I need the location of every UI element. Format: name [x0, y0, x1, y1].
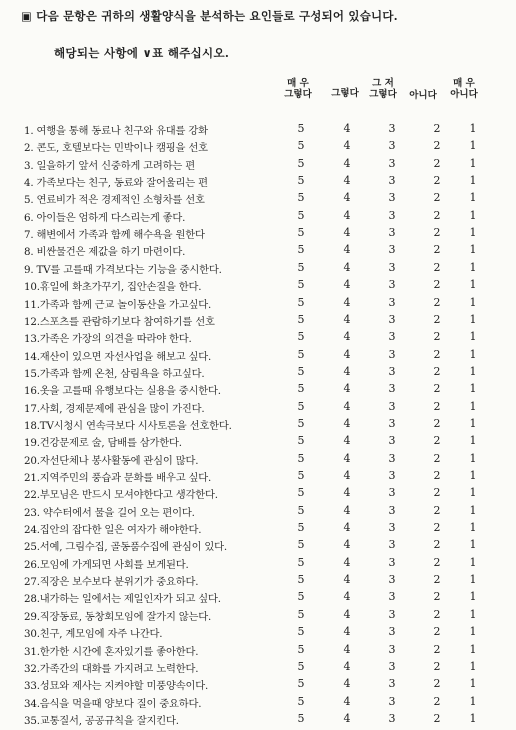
survey-item: [0, 347, 516, 366]
scale-option[interactable]: 3: [388, 607, 396, 621]
scale-option[interactable]: 5: [297, 226, 305, 240]
scale-option[interactable]: 4: [343, 295, 351, 309]
scale-option[interactable]: 2: [433, 451, 441, 465]
scale-option[interactable]: 5: [297, 416, 305, 430]
scale-option[interactable]: 4: [343, 573, 351, 587]
scale-option[interactable]: 1: [469, 382, 477, 396]
scale-option[interactable]: 5: [297, 486, 305, 500]
scale-option[interactable]: 2: [433, 711, 441, 725]
scale-option[interactable]: 4: [343, 503, 351, 517]
survey-item: [0, 451, 516, 470]
survey-item: [0, 607, 516, 626]
scale-option[interactable]: 5: [297, 382, 305, 396]
scale-option[interactable]: 3: [388, 399, 396, 413]
scale-option[interactable]: 3: [388, 434, 396, 448]
survey-item: [0, 295, 516, 314]
item-text: 11.가족과 함께 근교 놀이동산을 가고싶다.: [24, 298, 212, 311]
item-text: 23. 약수터에서 물을 길어 오는 편이다.: [24, 506, 195, 519]
scale-option[interactable]: 4: [343, 382, 351, 396]
scale-option[interactable]: 2: [433, 469, 441, 482]
item-text: 18.TV시청시 연속극보다 시사토론을 선호한다.: [24, 419, 232, 432]
scale-option[interactable]: 5: [297, 625, 305, 639]
scale-option[interactable]: 3: [388, 538, 396, 552]
scale-option[interactable]: 3: [388, 694, 396, 708]
survey-item: [0, 156, 516, 175]
survey-item: [0, 242, 516, 261]
scale-option[interactable]: 3: [388, 625, 396, 639]
scale-option[interactable]: 4: [343, 278, 351, 292]
scale-option[interactable]: 3: [388, 139, 396, 153]
scale-option[interactable]: 2: [433, 156, 441, 170]
survey-item: [0, 555, 516, 574]
item-text: 30.친구, 계모임에 자주 나간다.: [24, 628, 163, 641]
scale-option[interactable]: 2: [433, 139, 441, 153]
item-text: 35.교통질서, 공공규칙을 잘지킨다.: [24, 714, 179, 727]
scale-option[interactable]: 1: [469, 208, 477, 222]
item-text: 10.휴일에 화초가꾸기, 집안손질을 한다.: [24, 281, 202, 294]
survey-item: [0, 416, 516, 435]
scale-option[interactable]: 1: [469, 521, 477, 535]
scale-option[interactable]: 4: [343, 174, 351, 188]
scale-option[interactable]: 2: [433, 555, 441, 569]
scale-option[interactable]: 3: [388, 260, 396, 274]
scale-option[interactable]: 1: [469, 260, 477, 274]
scale-option[interactable]: 5: [297, 642, 305, 656]
scale-option[interactable]: 5: [297, 503, 305, 517]
scale-option[interactable]: 3: [388, 642, 396, 656]
item-text: 17.사회, 경제문제에 관심을 많이 가진다.: [24, 402, 205, 415]
scale-option[interactable]: 2: [433, 607, 441, 621]
scale-option[interactable]: 1: [469, 174, 477, 188]
item-text: 20.자선단체나 봉사활동에 관심이 많다.: [24, 454, 199, 467]
survey-item: [0, 694, 516, 713]
item-text: 32.가족간의 대화를 가지려고 노력한다.: [24, 662, 199, 675]
scale-option[interactable]: 5: [297, 278, 305, 292]
scale-option[interactable]: 3: [388, 521, 396, 535]
scale-option[interactable]: 3: [388, 208, 396, 222]
survey-item: [0, 312, 516, 331]
item-text: 28.내가하는 일에서는 제일인자가 되고 싶다.: [24, 593, 221, 606]
scale-option[interactable]: 3: [388, 416, 396, 430]
instruction-line-2: 해당되는 사항에 ∨표 해주십시오.: [54, 46, 230, 60]
scale-option[interactable]: 1: [469, 156, 477, 170]
survey-item: [0, 659, 516, 678]
scale-option[interactable]: 2: [433, 312, 441, 326]
item-text: 13.가족은 가장의 의견을 따라야 한다.: [24, 333, 192, 346]
scale-option[interactable]: 3: [388, 451, 396, 465]
scale-option[interactable]: 3: [388, 174, 396, 188]
scale-option[interactable]: 4: [343, 486, 351, 500]
scale-option[interactable]: 3: [388, 677, 396, 691]
scale-option[interactable]: 4: [343, 364, 351, 378]
survey-item: [0, 485, 516, 504]
scale-option[interactable]: 4: [343, 416, 351, 430]
scale-option[interactable]: 1: [469, 399, 477, 413]
survey-item: [0, 364, 516, 383]
scale-option[interactable]: 1: [469, 295, 477, 309]
scale-option[interactable]: 2: [433, 278, 441, 292]
scale-option[interactable]: 5: [297, 711, 305, 725]
survey-item: [0, 433, 516, 452]
survey-item: [0, 399, 516, 418]
scale-option[interactable]: 1: [469, 694, 477, 708]
scale-option[interactable]: 1: [469, 625, 477, 639]
scale-option[interactable]: 2: [433, 226, 441, 240]
scale-option[interactable]: 1: [469, 226, 477, 240]
scale-option[interactable]: 4: [343, 312, 351, 326]
survey-item: [0, 520, 516, 539]
survey-item: [0, 208, 516, 227]
scale-option[interactable]: 3: [388, 382, 396, 396]
item-text: 33.성묘와 제사는 지켜야할 미풍양속이다.: [24, 680, 209, 693]
scale-option[interactable]: 3: [388, 711, 396, 725]
survey-item: [0, 624, 516, 643]
scale-option[interactable]: 1: [469, 139, 477, 153]
item-text: 5. 연료비가 적은 경제적인 소형차를 선호: [24, 194, 205, 207]
scale-option[interactable]: 5: [297, 347, 305, 361]
scale-option[interactable]: 3: [388, 330, 396, 344]
scale-option[interactable]: 4: [343, 555, 351, 569]
scale-option[interactable]: 2: [433, 573, 441, 587]
header-strongly-disagree: 매 우 아니다: [450, 78, 478, 100]
survey-item: [0, 225, 516, 244]
scale-option[interactable]: 4: [343, 711, 351, 725]
scale-option[interactable]: 1: [469, 677, 477, 691]
scale-option[interactable]: 4: [343, 156, 351, 170]
scale-option[interactable]: 2: [433, 122, 441, 135]
scale-option[interactable]: 3: [388, 295, 396, 309]
scale-option[interactable]: 3: [388, 364, 396, 378]
item-text: 29.직장동료, 동창회모임에 잘가지 않는다.: [24, 610, 212, 623]
scale-option[interactable]: 3: [388, 503, 396, 517]
survey-item: [0, 138, 516, 157]
scale-option[interactable]: 2: [433, 486, 441, 500]
item-text: 14.재산이 있으면 자선사업을 해보고 싶다.: [24, 350, 212, 363]
scale-option[interactable]: 5: [297, 521, 305, 535]
scale-option[interactable]: 2: [433, 521, 441, 535]
scale-option[interactable]: 5: [297, 139, 305, 153]
scale-option[interactable]: 2: [433, 364, 441, 378]
scale-option[interactable]: 4: [343, 208, 351, 222]
scale-option[interactable]: 2: [433, 625, 441, 639]
scale-option[interactable]: 5: [297, 122, 305, 135]
scale-option[interactable]: 2: [433, 174, 441, 188]
scale-option[interactable]: 5: [297, 260, 305, 274]
scale-option[interactable]: 1: [469, 503, 477, 517]
scale-option[interactable]: 2: [433, 330, 441, 344]
scale-option[interactable]: 5: [297, 573, 305, 587]
item-text: 4. 가족보다는 친구, 동료와 잘어울리는 편: [24, 177, 208, 190]
item-text: 1. 여행을 통해 동료나 친구와 유대를 강화: [24, 125, 208, 137]
item-text: 3. 일을하기 앞서 신중하게 고려하는 편: [24, 159, 195, 172]
item-text: 27.직장은 보수보다 분위기가 중요하다.: [24, 576, 199, 589]
scale-option[interactable]: 3: [388, 486, 396, 500]
scale-option[interactable]: 4: [343, 347, 351, 361]
survey-item: [0, 190, 516, 209]
scale-option[interactable]: 1: [469, 590, 477, 604]
item-text: 15.가족과 함께 온천, 삼림욕을 하고싶다.: [24, 367, 205, 380]
scale-option[interactable]: 5: [297, 312, 305, 326]
scale-option[interactable]: 5: [297, 607, 305, 621]
item-text: 2. 콘도, 호텔보다는 민박이나 캠핑을 선호: [24, 142, 208, 155]
scale-option[interactable]: 2: [433, 642, 441, 656]
scale-option[interactable]: 1: [469, 312, 477, 326]
survey-item: [0, 589, 516, 608]
scale-option[interactable]: 5: [297, 590, 305, 604]
header-agree: 그렇다: [331, 88, 359, 99]
scale-option[interactable]: 2: [433, 503, 441, 517]
scale-option[interactable]: 4: [343, 260, 351, 274]
item-text: 31.한가한 시간에 혼자있기를 좋아한다.: [24, 645, 199, 658]
scale-option[interactable]: 3: [388, 659, 396, 673]
scale-option[interactable]: 1: [469, 434, 477, 448]
scale-option[interactable]: 1: [469, 451, 477, 465]
scale-option[interactable]: 2: [433, 260, 441, 274]
scale-option[interactable]: 3: [388, 156, 396, 170]
scale-option[interactable]: 1: [469, 364, 477, 378]
item-text: 6. 아이들은 엄하게 다스리는게 좋다.: [24, 211, 186, 224]
survey-item: [0, 676, 516, 695]
scale-option[interactable]: 4: [343, 625, 351, 639]
scale-option[interactable]: 3: [388, 469, 396, 482]
item-text: 25.서예, 그림수집, 골동품수집에 관심이 있다.: [24, 541, 227, 554]
scale-option[interactable]: 5: [297, 538, 305, 552]
scale-option[interactable]: 1: [469, 659, 477, 673]
scale-option[interactable]: 1: [469, 416, 477, 430]
survey-item: [0, 121, 516, 140]
scale-option[interactable]: 4: [343, 607, 351, 621]
survey-item: [0, 572, 516, 591]
scale-option[interactable]: 1: [469, 191, 477, 205]
instruction-line-1: ▣ 다음 문항은 귀하의 생활양식을 분석하는 요인들로 구성되어 있습니다.: [21, 9, 398, 23]
scale-option[interactable]: 3: [388, 312, 396, 326]
scale-option[interactable]: 4: [343, 434, 351, 448]
item-text: 12.스포츠를 관람하기보다 참여하기를 선호: [24, 315, 215, 328]
scale-option[interactable]: 2: [433, 399, 441, 413]
scale-option[interactable]: 3: [388, 122, 396, 135]
scale-option[interactable]: 5: [297, 295, 305, 309]
scale-option[interactable]: 4: [343, 538, 351, 552]
item-text: 9. TV를 고를때 가격보다는 기능을 중시한다.: [24, 263, 222, 276]
scale-option[interactable]: 5: [297, 434, 305, 448]
item-text: 21.지역주민의 풍습과 문화를 배우고 싶다.: [24, 472, 212, 484]
header-disagree: 아니다: [409, 90, 437, 101]
scale-option[interactable]: 2: [433, 347, 441, 361]
scale-option[interactable]: 4: [343, 521, 351, 535]
scale-option[interactable]: 4: [343, 139, 351, 153]
scale-option[interactable]: 1: [469, 555, 477, 569]
scale-option[interactable]: 4: [343, 590, 351, 604]
header-neutral: 그 저 그렇다: [369, 78, 397, 100]
scale-option[interactable]: 5: [297, 208, 305, 222]
item-text: 26.모임에 가게되면 사회를 보게된다.: [24, 558, 189, 571]
scale-option[interactable]: 4: [343, 122, 351, 135]
scale-option[interactable]: 5: [297, 469, 305, 482]
scale-option[interactable]: 2: [433, 382, 441, 396]
scale-option[interactable]: 5: [297, 451, 305, 465]
scale-option[interactable]: 1: [469, 243, 477, 257]
scale-option[interactable]: 2: [433, 659, 441, 673]
survey-item: [0, 173, 516, 192]
survey-item: [0, 711, 516, 730]
scale-option[interactable]: 1: [469, 538, 477, 552]
survey-item: [0, 468, 516, 487]
item-text: 24.집안의 잡다한 일은 여자가 해야한다.: [24, 524, 202, 537]
scale-option[interactable]: 5: [297, 330, 305, 344]
scale-option[interactable]: 2: [433, 694, 441, 708]
scale-option[interactable]: 5: [297, 364, 305, 378]
item-text: 19.건강문제로 술, 담배를 삼가한다.: [24, 437, 182, 450]
survey-item: [0, 537, 516, 556]
scale-option[interactable]: 4: [343, 330, 351, 344]
scale-option[interactable]: 4: [343, 694, 351, 708]
scale-option[interactable]: 2: [433, 243, 441, 257]
scale-option[interactable]: 4: [343, 469, 351, 482]
scale-option[interactable]: 5: [297, 156, 305, 170]
scale-option[interactable]: 1: [469, 469, 477, 482]
scale-option[interactable]: 5: [297, 399, 305, 413]
scale-option[interactable]: 5: [297, 659, 305, 673]
scale-option[interactable]: 4: [343, 659, 351, 673]
survey-item: [0, 329, 516, 348]
scale-option[interactable]: 1: [469, 278, 477, 292]
scale-option[interactable]: 3: [388, 555, 396, 569]
item-text: 22.부모님은 반드시 모셔야한다고 생각한다.: [24, 489, 218, 502]
scale-option[interactable]: 4: [343, 226, 351, 240]
scale-option[interactable]: 1: [469, 330, 477, 344]
scale-option[interactable]: 4: [343, 399, 351, 413]
item-text: 34.음식을 먹을때 양보다 질이 중요하다.: [24, 697, 202, 710]
survey-item: [0, 260, 516, 279]
scale-option[interactable]: 4: [343, 642, 351, 656]
scale-option[interactable]: 5: [297, 677, 305, 691]
item-text: 16.옷을 고를때 유행보다는 실용을 중시한다.: [24, 385, 221, 398]
scale-option[interactable]: 5: [297, 694, 305, 708]
scale-option[interactable]: 2: [433, 208, 441, 222]
scale-option[interactable]: 2: [433, 416, 441, 430]
scale-option[interactable]: 3: [388, 590, 396, 604]
scale-option[interactable]: 5: [297, 174, 305, 188]
survey-item: [0, 381, 516, 400]
item-text: 8. 비싼물건은 제값을 하기 마련이다.: [24, 246, 186, 259]
scale-option[interactable]: 2: [433, 538, 441, 552]
scale-option[interactable]: 1: [469, 122, 477, 135]
scale-option[interactable]: 1: [469, 642, 477, 656]
scale-option[interactable]: 1: [469, 711, 477, 725]
item-text: 7. 해변에서 가족과 함께 해수욕을 원한다: [24, 229, 205, 242]
scale-option[interactable]: 3: [388, 191, 396, 205]
scale-option[interactable]: 3: [388, 278, 396, 292]
scale-option[interactable]: 2: [433, 590, 441, 604]
survey-item: [0, 642, 516, 661]
scale-option[interactable]: 1: [469, 573, 477, 587]
scale-option[interactable]: 4: [343, 677, 351, 691]
scale-option[interactable]: 2: [433, 295, 441, 309]
scale-option[interactable]: 5: [297, 191, 305, 205]
scale-option[interactable]: 4: [343, 191, 351, 205]
scale-option[interactable]: 3: [388, 226, 396, 240]
scale-option[interactable]: 2: [433, 677, 441, 691]
scale-option[interactable]: 3: [388, 573, 396, 587]
scale-option[interactable]: 3: [388, 243, 396, 257]
scale-option[interactable]: 2: [433, 191, 441, 205]
scale-option[interactable]: 1: [469, 486, 477, 500]
survey-item: [0, 277, 516, 296]
scale-option[interactable]: 5: [297, 555, 305, 569]
scale-option[interactable]: 1: [469, 347, 477, 361]
survey-item: [0, 503, 516, 522]
scale-option[interactable]: 1: [469, 607, 477, 621]
scale-option[interactable]: 4: [343, 243, 351, 257]
header-strongly-agree: 매 우 그렇다: [284, 78, 312, 100]
scale-option[interactable]: 5: [297, 243, 305, 257]
scale-option[interactable]: 4: [343, 451, 351, 465]
scale-option[interactable]: 2: [433, 434, 441, 448]
scale-option[interactable]: 3: [388, 347, 396, 361]
